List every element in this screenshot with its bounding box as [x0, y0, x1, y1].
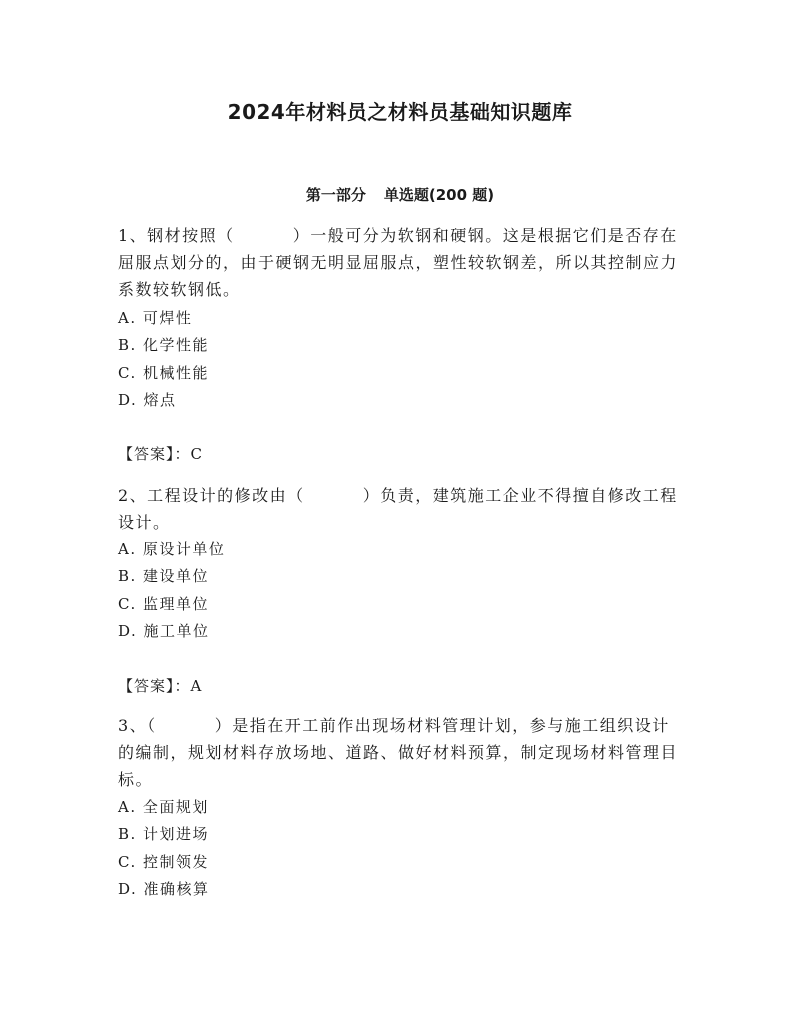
question-2-text	[118, 482, 684, 536]
question-1-option-c: C. 机械性能	[118, 364, 209, 382]
question-3-option-c: C. 控制领发	[118, 853, 209, 871]
question-2-option-d: D. 施工单位	[118, 622, 210, 640]
question-1-text	[118, 222, 684, 303]
question-1-option-a: A. 可焊性	[118, 309, 193, 327]
section-part-label: 第一部分	[305, 186, 366, 204]
question-2-prefix: 2、工程设计的修改由（	[118, 486, 305, 505]
question-3-option-d: D. 准确核算	[118, 880, 210, 898]
question-2-option-c: C. 监理单位	[118, 595, 209, 613]
section-name-label: 单选题(200 题)	[383, 186, 495, 204]
question-3-prefix: 3、（	[118, 716, 157, 735]
question-3-suffix: ）是指在开工前作出现场材料管理计划，参与施工组织设计的编制，规划材料存放场地、道路、做好材料预算，制定现场材料管理目标。	[118, 716, 679, 789]
question-2-option-b: B. 建设单位	[118, 567, 210, 585]
question-1-option-b: B. 化学性能	[118, 336, 210, 354]
question-2-option-a: A. 原设计单位	[118, 540, 226, 558]
section-heading	[0, 184, 800, 205]
question-2-answer: 【答案】：A	[118, 677, 203, 695]
question-1-answer: 【答案】：C	[118, 445, 203, 463]
question-3-option-a: A. 全面规划	[118, 798, 209, 816]
question-3-option-b: B. 计划进场	[118, 825, 210, 843]
question-1-prefix: 1、钢材按照（	[118, 226, 235, 245]
question-1-option-d: D. 熔点	[118, 391, 177, 409]
question-2-suffix: ）负责，建筑施工企业不得擅自修改工程设计。	[118, 486, 678, 532]
question-1-suffix: ）一般可分为软钢和硬钢。这是根据它们是否存在屈服点划分的，由于硬钢无明显屈服点，塑性较软钢差，所以其控制应力系数较软钢低。	[118, 226, 679, 299]
document-title: 2024年材料员之材料员基础知识题库	[227, 100, 573, 124]
question-3-text	[118, 712, 684, 793]
